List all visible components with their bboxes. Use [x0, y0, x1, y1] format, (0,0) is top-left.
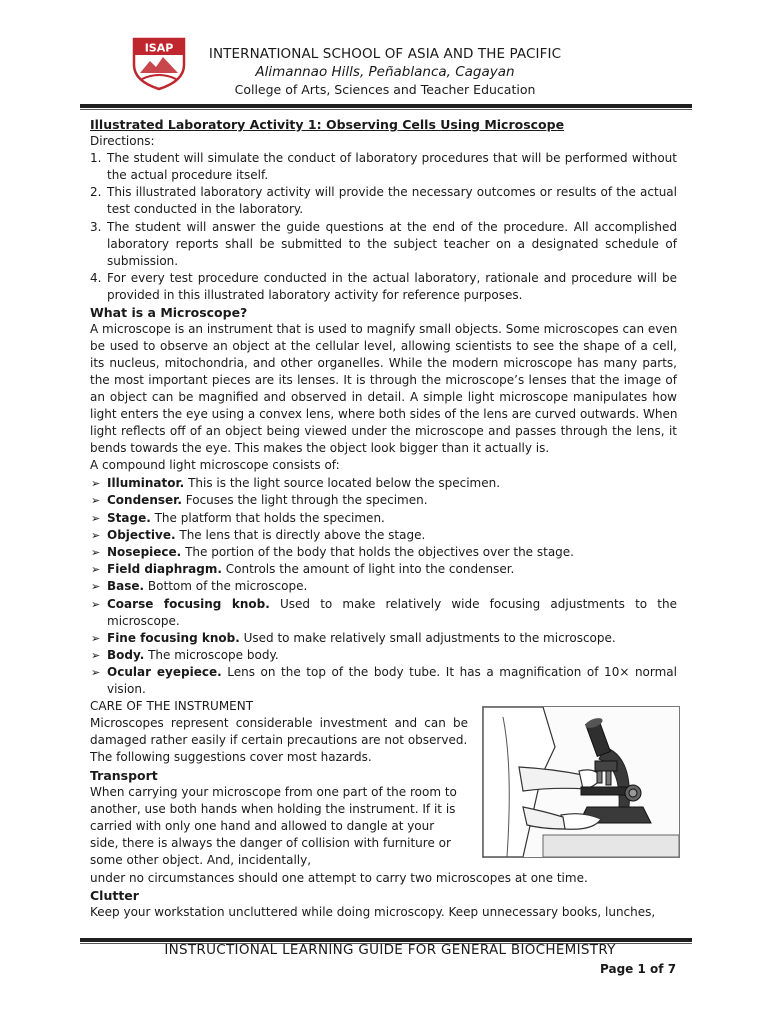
paragraph-line: The following suggestions cover most hazards. — [90, 750, 372, 764]
list-item — [107, 578, 307, 595]
list-item — [107, 561, 514, 578]
part-term: Fine focusing knob. — [107, 631, 240, 645]
header-rule — [80, 104, 692, 108]
direction-line: This illustrated laboratory activity will provide the necessary outcomes or results of the actual — [107, 185, 677, 199]
part-term: Base. — [107, 579, 145, 593]
list-item — [107, 664, 677, 681]
bullet-arrow-icon: ➢ — [91, 666, 101, 679]
part-term: Nosepiece. — [107, 545, 182, 559]
bullet-arrow-icon: ➢ — [91, 477, 101, 490]
list-item — [107, 527, 425, 544]
footer-title: INSTRUCTIONAL LEARNING GUIDE FOR GENERAL BIOCHEMISTRY — [164, 942, 616, 958]
paragraph-line: be used to observe an object at the cellular level, allowing scientists to see the shape of a cell, — [90, 339, 677, 353]
part-desc: The microscope body. — [148, 648, 279, 662]
bullet-arrow-icon: ➢ — [91, 529, 101, 542]
bullet-arrow-icon: ➢ — [91, 598, 101, 611]
paragraph-line: under no circumstances should one attempt to carry two microscopes at one time. — [90, 871, 588, 885]
part-desc: The lens that is directly above the stage. — [179, 528, 426, 542]
microscope-illustration — [482, 706, 680, 858]
part-term: Coarse focusing knob. — [107, 597, 270, 611]
part-desc: Used to make relatively wide focusing adjustments to the — [280, 597, 677, 611]
direction-line: The student will answer the guide questions at the end of the procedure. All accomplished — [107, 220, 677, 234]
paragraph-line: A microscope is an instrument that is used to magnify small objects. Some microscopes can even — [90, 322, 678, 336]
header-rule-thin — [80, 109, 692, 110]
activity-title: Illustrated Laboratory Activity 1: Observing Cells Using Microscope — [90, 117, 565, 132]
part-desc: This is the light source located below the specimen. — [188, 476, 501, 490]
direction-line: The student will simulate the conduct of laboratory procedures that will be performed without — [107, 151, 677, 165]
part-term: Stage. — [107, 511, 151, 525]
direction-line: laboratory reports shall be submitted to the subject teacher on a designated schedule of — [107, 237, 677, 251]
list-item — [107, 492, 428, 509]
college-name: College of Arts, Sciences and Teacher Education — [234, 82, 536, 97]
paragraph-line: light reflects off of an object being viewed under the microscope and passes through the lens, it — [90, 424, 677, 438]
part-term: Illuminator. — [107, 476, 185, 490]
page-of: of — [650, 962, 664, 976]
direction-number: 1. — [90, 151, 102, 165]
school-address: Alimannao Hills, Peñablanca, Cagayan — [255, 64, 515, 80]
list-item — [107, 647, 279, 664]
bullet-arrow-icon: ➢ — [91, 632, 101, 645]
list-item — [107, 544, 574, 561]
list-item-continuation: vision. — [107, 682, 146, 696]
paragraph-line: carried with only one hand and allowed to dangle at your — [90, 819, 435, 833]
direction-line: test conducted in the laboratory. — [107, 202, 304, 216]
part-desc: The portion of the body that holds the objectives over the stage. — [185, 545, 574, 559]
bullet-arrow-icon: ➢ — [91, 512, 101, 525]
bullet-arrow-icon: ➢ — [91, 649, 101, 662]
part-desc: Bottom of the microscope. — [147, 579, 308, 593]
direction-line: the actual procedure itself. — [107, 168, 269, 182]
part-desc: Lens on the top of the body tube. It has a magnification of 10× normal — [227, 665, 677, 679]
direction-line: provided in this illustrated laboratory activity for reference purposes. — [107, 288, 523, 302]
bullet-arrow-icon: ➢ — [91, 546, 101, 559]
paragraph-line: side, there is always the danger of collision with furniture or — [90, 836, 451, 850]
part-desc: Used to make relatively small adjustments to the microscope. — [243, 631, 616, 645]
directions-label: Directions: — [90, 134, 155, 148]
paragraph-line: When carrying your microscope from one part of the room to — [90, 785, 457, 799]
page-indicator — [600, 962, 676, 976]
page-total: 7 — [667, 962, 677, 976]
section-heading-care: CARE OF THE INSTRUMENT — [90, 699, 254, 713]
paragraph-line: Microscopes represent considerable investment and can be — [90, 716, 468, 730]
parts-intro: A compound light microscope consists of: — [90, 458, 340, 472]
bullet-arrow-icon: ➢ — [91, 494, 101, 507]
paragraph-line: an object can be magnified and observed in detail. A simple light microscope manipulates how — [90, 390, 677, 404]
list-item — [107, 475, 500, 492]
part-term: Body. — [107, 648, 145, 662]
section-heading-transport: Transport — [90, 768, 158, 783]
part-term: Ocular eyepiece. — [107, 665, 222, 679]
paragraph-line: Keep your workstation uncluttered while doing microscopy. Keep unnecessary books, lunches, — [90, 905, 656, 919]
part-desc: Focuses the light through the specimen. — [185, 493, 428, 507]
bullet-arrow-icon: ➢ — [91, 580, 101, 593]
paragraph-line: its nucleus, mitochondria, and other organelles. While the modern microscope has many parts, — [90, 356, 677, 370]
list-item — [107, 630, 616, 647]
list-item — [107, 596, 677, 613]
direction-line: submission. — [107, 254, 179, 268]
paragraph-line: damaged rather easily if certain precautions are not observed. — [90, 733, 468, 747]
list-item — [107, 510, 385, 527]
direction-number: 2. — [90, 185, 102, 199]
paragraph-line: the most important pieces are its lenses. It is through the microscope’s lenses that the image of — [90, 373, 677, 387]
paragraph-line: bends towards the eye. This makes the object look bigger than it actually is. — [90, 441, 550, 455]
list-item-continuation: microscope. — [107, 614, 180, 628]
page-current: 1 — [637, 962, 646, 976]
direction-number: 3. — [90, 220, 102, 234]
logo-text: ISAP — [144, 41, 174, 55]
paragraph-line: some other object. And, incidentally, — [90, 853, 312, 867]
school-name: INTERNATIONAL SCHOOL OF ASIA AND THE PACIFIC — [208, 46, 562, 62]
part-term: Field diaphragm. — [107, 562, 222, 576]
section-heading-clutter: Clutter — [90, 888, 139, 903]
part-desc: The platform that holds the specimen. — [154, 511, 385, 525]
part-desc: Controls the amount of light into the condenser. — [225, 562, 515, 576]
direction-line: For every test procedure conducted in the actual laboratory, rationale and procedure will be — [107, 271, 677, 285]
bullet-arrow-icon: ➢ — [91, 563, 101, 576]
paragraph-line: light enters the eye using a convex lens, where both sides of the lens are curved outwards. When — [90, 407, 678, 421]
paragraph-line: another, use both hands when holding the instrument. If it is — [90, 802, 456, 816]
page-word: Page — [600, 962, 634, 976]
direction-number: 4. — [90, 271, 102, 285]
school-logo-icon — [130, 35, 188, 91]
part-term: Condenser. — [107, 493, 182, 507]
part-term: Objective. — [107, 528, 176, 542]
section-heading-microscope: What is a Microscope? — [90, 305, 248, 320]
